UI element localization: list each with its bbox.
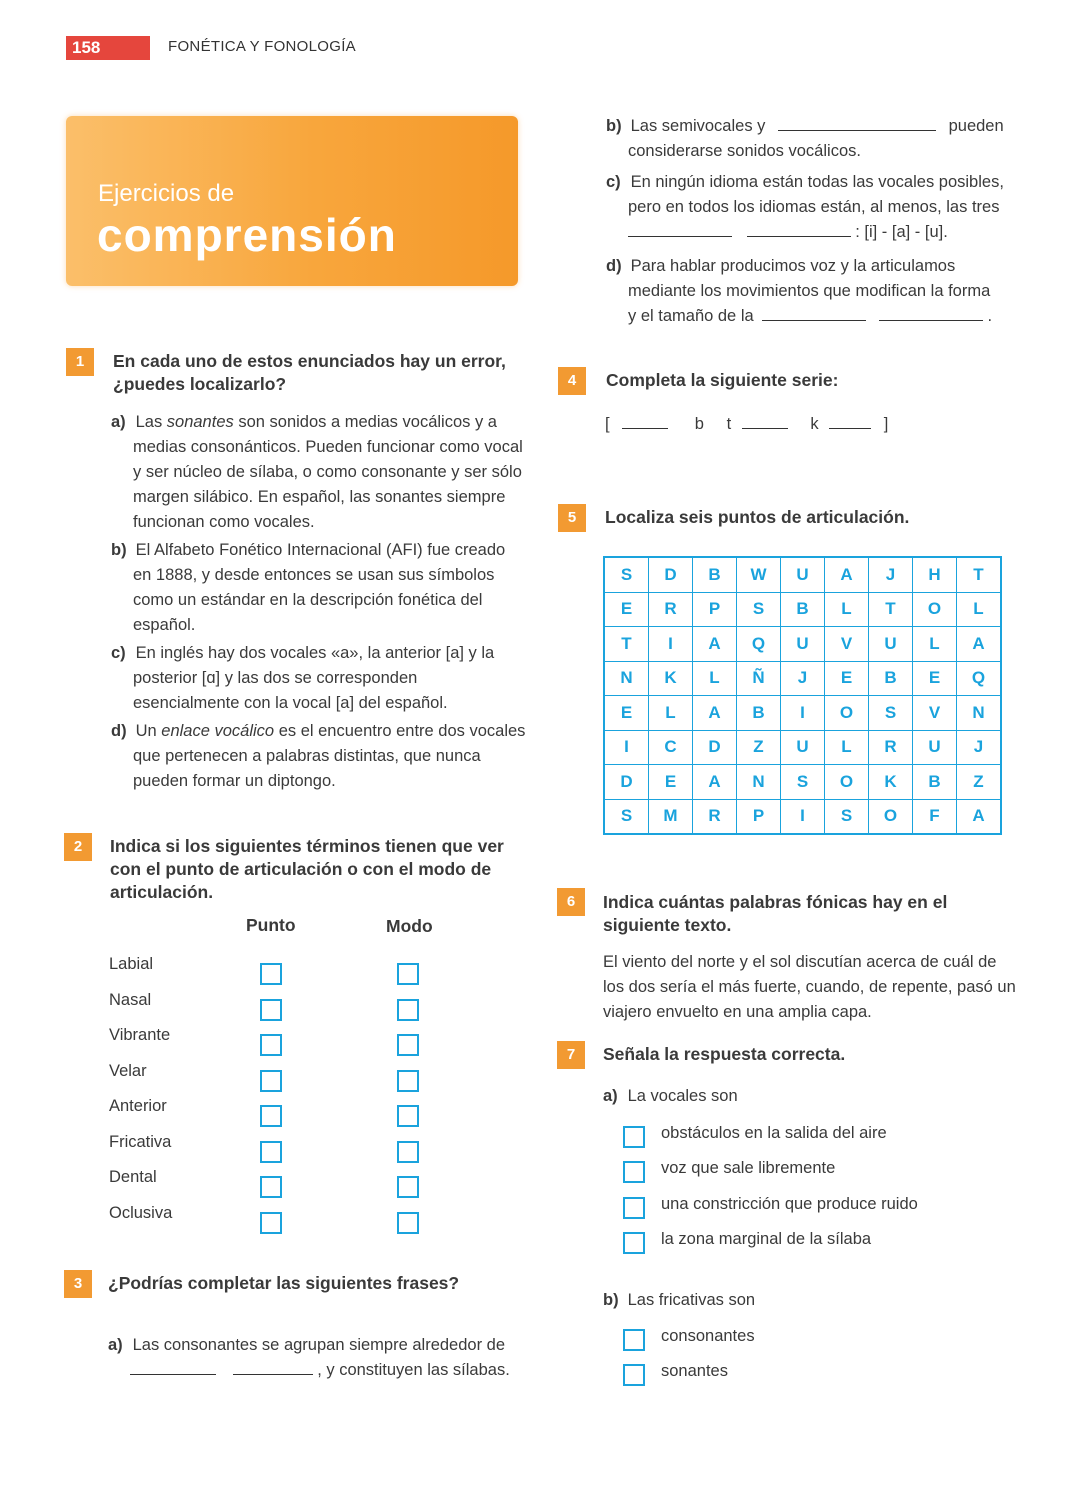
term-label: Labial	[109, 955, 154, 973]
q3-item-a: a) Las consonantes se agrupan siempre alrededor de , y constituyen las sílabas.	[108, 1336, 510, 1379]
column-header-modo: Modo	[386, 916, 433, 936]
grid-cell[interactable]: Z	[957, 765, 1002, 800]
modo-checkbox[interactable]	[397, 1070, 419, 1092]
blank-field[interactable]	[778, 115, 936, 131]
grid-cell[interactable]: E	[604, 696, 649, 731]
grid-cell[interactable]: L	[649, 696, 693, 731]
grid-cell[interactable]: A	[693, 696, 737, 731]
term-label: Velar	[109, 1061, 147, 1080]
grid-cell[interactable]: H	[913, 557, 957, 592]
column-header-punto: Punto	[246, 915, 296, 935]
question-number-3: 3	[64, 1270, 92, 1298]
grid-cell[interactable]: F	[913, 799, 957, 834]
grid-cell[interactable]: Q	[737, 627, 781, 662]
grid-cell[interactable]: D	[649, 557, 693, 592]
grid-cell[interactable]: J	[957, 730, 1002, 765]
grid-cell[interactable]: A	[957, 799, 1002, 834]
grid-cell[interactable]: O	[825, 765, 869, 800]
question-7-title: Señala la respuesta correcta.	[603, 1044, 846, 1064]
grid-cell[interactable]: E	[649, 765, 693, 800]
answer-option-label: sonantes	[661, 1362, 728, 1381]
answer-option-label: una constricción que produce ruido	[661, 1194, 918, 1213]
grid-cell[interactable]: V	[825, 627, 869, 662]
punto-checkbox[interactable]	[260, 963, 282, 985]
grid-cell[interactable]: L	[913, 627, 957, 662]
q1-item-a: a) Las sonantes son sonidos a medias vocálicos y a medias consonánticos. Pueden funcionar como vocal y ser núcleo de sílaba, o como consonante y ser sólo margen silábico. En español, las sonantes siempre funcionan como vocales.	[111, 413, 523, 531]
question-5-title: Localiza seis puntos de articulación.	[605, 507, 910, 527]
q6-text: El viento del norte y el sol discutían acerca de cuál de los dos sería el más fuerte, cuando, de repente, pasó un viajero envuelto en una amplia capa.	[603, 953, 1016, 1021]
term-label: Oclusiva	[109, 1203, 173, 1222]
answer-checkbox[interactable]	[623, 1232, 645, 1254]
punto-checkbox[interactable]	[260, 1176, 282, 1198]
blank-field[interactable]	[622, 413, 668, 429]
grid-cell[interactable]: T	[604, 627, 649, 662]
question-4-title: Completa la siguiente serie:	[606, 370, 839, 390]
grid-cell[interactable]: C	[649, 730, 693, 765]
grid-cell[interactable]: R	[693, 799, 737, 834]
answer-option-label: la zona marginal de la sílaba	[661, 1229, 872, 1248]
grid-row	[604, 765, 1001, 800]
term-label: Fricativa	[109, 1132, 172, 1151]
modo-checkbox[interactable]	[397, 1212, 419, 1234]
grid-cell[interactable]: E	[913, 661, 957, 696]
grid-cell[interactable]: O	[913, 592, 957, 627]
grid-cell[interactable]: S	[604, 557, 649, 592]
grid-cell[interactable]: U	[781, 730, 825, 765]
grid-cell[interactable]: W	[737, 557, 781, 592]
punto-checkbox[interactable]	[260, 1034, 282, 1056]
grid-cell[interactable]: D	[604, 765, 649, 800]
banner-line-1: Ejercicios de	[98, 180, 235, 207]
modo-checkbox[interactable]	[397, 1034, 419, 1056]
grid-cell[interactable]: O	[825, 696, 869, 731]
grid-cell[interactable]: L	[693, 661, 737, 696]
grid-cell[interactable]: I	[781, 799, 825, 834]
grid-cell[interactable]: U	[781, 557, 825, 592]
grid-row	[604, 557, 1001, 592]
grid-cell[interactable]: R	[649, 592, 693, 627]
grid-cell[interactable]: U	[781, 627, 825, 662]
grid-cell[interactable]: L	[957, 592, 1002, 627]
grid-cell[interactable]: Q	[957, 661, 1002, 696]
punto-checkbox[interactable]	[260, 1141, 282, 1163]
q7-item-b: b) Las fricativas son	[603, 1291, 756, 1309]
grid-cell[interactable]: O	[869, 799, 913, 834]
grid-cell[interactable]: E	[604, 592, 649, 627]
grid-cell[interactable]: J	[869, 557, 913, 592]
grid-cell[interactable]: B	[913, 765, 957, 800]
grid-cell[interactable]: T	[869, 592, 913, 627]
answer-checkbox[interactable]	[623, 1126, 645, 1148]
grid-cell[interactable]: J	[781, 661, 825, 696]
grid-row	[604, 661, 1001, 696]
grid-cell[interactable]: U	[869, 627, 913, 662]
modo-checkbox[interactable]	[397, 963, 419, 985]
grid-row	[604, 799, 1001, 834]
blank-field[interactable]	[747, 221, 851, 237]
grid-cell[interactable]: B	[781, 592, 825, 627]
modo-checkbox[interactable]	[397, 1105, 419, 1127]
grid-cell[interactable]: S	[781, 765, 825, 800]
term-label: Vibrante	[109, 1026, 171, 1044]
grid-cell[interactable]: A	[957, 627, 1002, 662]
blank-field[interactable]	[879, 305, 983, 321]
grid-cell[interactable]: B	[693, 557, 737, 592]
question-number-4: 4	[558, 367, 586, 395]
modo-checkbox[interactable]	[397, 1176, 419, 1198]
q1-item-d: d) Un enlace vocálico es el encuentro entre dos vocales que pertenecen a palabras distintas, que nunca pueden formar un diptongo.	[111, 722, 526, 790]
modo-checkbox[interactable]	[397, 1141, 419, 1163]
q7-item-a: a) La vocales son	[603, 1087, 738, 1105]
banner-line-2: comprensión	[97, 209, 397, 261]
question-number-2: 2	[64, 833, 92, 861]
chapter-title: FONÉTICA Y FONOLOGÍA	[168, 38, 356, 55]
punto-checkbox[interactable]	[260, 999, 282, 1021]
grid-row	[604, 627, 1001, 662]
grid-cell[interactable]: N	[604, 661, 649, 696]
punto-checkbox[interactable]	[260, 1070, 282, 1092]
q3-item-b: b) Las semivocales y pueden considerarse sonidos vocálicos.	[606, 117, 1004, 160]
grid-cell[interactable]: Z	[737, 730, 781, 765]
grid-cell[interactable]: N	[957, 696, 1002, 731]
grid-row	[604, 730, 1001, 765]
grid-cell[interactable]: I	[649, 627, 693, 662]
grid-cell[interactable]: L	[825, 592, 869, 627]
answer-option-label: voz que sale libremente	[661, 1159, 836, 1178]
grid-cell[interactable]: A	[693, 627, 737, 662]
grid-cell[interactable]: I	[604, 730, 649, 765]
grid-cell[interactable]: V	[913, 696, 957, 731]
grid-cell[interactable]: Ñ	[737, 661, 781, 696]
blank-field[interactable]	[762, 305, 866, 321]
grid-cell[interactable]: K	[869, 765, 913, 800]
question-6-title: Indica cuántas palabras fónicas hay en el siguiente texto.	[603, 892, 948, 935]
grid-cell[interactable]: P	[693, 592, 737, 627]
grid-row	[604, 696, 1001, 731]
answer-option-label: obstáculos en la salida del aire	[661, 1124, 887, 1142]
question-3-title: ¿Podrías completar las siguientes frases?	[108, 1273, 460, 1293]
grid-cell[interactable]: I	[781, 696, 825, 731]
question-1-title: En cada uno de estos enunciados hay un error, ¿puedes localizarlo?	[113, 351, 506, 394]
blank-field[interactable]	[742, 413, 788, 429]
blank-field[interactable]	[130, 1359, 216, 1375]
answer-checkbox[interactable]	[623, 1197, 645, 1219]
q1-item-c: c) En inglés hay dos vocales «a», la anterior [a] y la posterior [ɑ] y las dos se corresponden esencialmente con la vocal [a] del español.	[111, 644, 495, 712]
word-search-grid[interactable]	[603, 556, 1002, 835]
q1-item-b: b) El Alfabeto Fonético Internacional (AFI) fue creado en 1888, y desde entonces se usan sus símbolos como un estándar en la descripción fonética del español.	[111, 541, 506, 634]
grid-cell[interactable]: S	[869, 696, 913, 731]
section-banner	[66, 116, 518, 286]
grid-cell[interactable]: A	[825, 557, 869, 592]
answer-checkbox[interactable]	[623, 1364, 645, 1386]
grid-cell[interactable]: A	[693, 765, 737, 800]
grid-cell[interactable]: K	[649, 661, 693, 696]
term-label: Dental	[109, 1168, 157, 1186]
answer-checkbox[interactable]	[623, 1329, 645, 1351]
term-label: Nasal	[109, 990, 152, 1009]
punto-checkbox[interactable]	[260, 1212, 282, 1234]
punto-checkbox[interactable]	[260, 1105, 282, 1127]
grid-cell[interactable]: T	[957, 557, 1002, 592]
answer-option-label: consonantes	[661, 1327, 755, 1345]
grid-cell[interactable]: S	[737, 592, 781, 627]
blank-field[interactable]	[829, 413, 871, 429]
grid-cell[interactable]: S	[604, 799, 649, 834]
grid-cell[interactable]: B	[737, 696, 781, 731]
q3-item-c: c) En ningún idioma están todas las vocales posibles, pero en todos los idiomas están, al menos, las tres : [i] - [a] - [u].	[606, 173, 1004, 241]
grid-cell[interactable]: B	[869, 661, 913, 696]
answer-checkbox[interactable]	[623, 1161, 645, 1183]
blank-field[interactable]	[233, 1359, 313, 1375]
question-number-1: 1	[66, 348, 94, 376]
term-label: Anterior	[109, 1097, 167, 1115]
blank-field[interactable]	[628, 221, 732, 237]
question-number-5: 5	[558, 504, 586, 532]
grid-cell[interactable]: M	[649, 799, 693, 834]
grid-cell[interactable]: L	[825, 730, 869, 765]
grid-cell[interactable]: U	[913, 730, 957, 765]
modo-checkbox[interactable]	[397, 999, 419, 1021]
page-number: 158	[66, 36, 150, 60]
grid-cell[interactable]: N	[737, 765, 781, 800]
question-number-7: 7	[557, 1041, 585, 1069]
question-2-title: Indica si los siguientes términos tienen que ver con el punto de articulación o con el modo de articulación.	[110, 836, 504, 902]
question-number-6: 6	[557, 888, 585, 916]
grid-cell[interactable]: E	[825, 661, 869, 696]
grid-cell[interactable]: D	[693, 730, 737, 765]
grid-cell[interactable]: S	[825, 799, 869, 834]
grid-cell[interactable]: P	[737, 799, 781, 834]
q3-item-d: d) Para hablar producimos voz y la articulamos mediante los movimientos que modifican la forma y el tamaño de la .	[606, 257, 993, 325]
grid-row	[604, 592, 1001, 627]
series-sequence: [ b t k ]	[605, 415, 889, 433]
grid-cell[interactable]: R	[869, 730, 913, 765]
